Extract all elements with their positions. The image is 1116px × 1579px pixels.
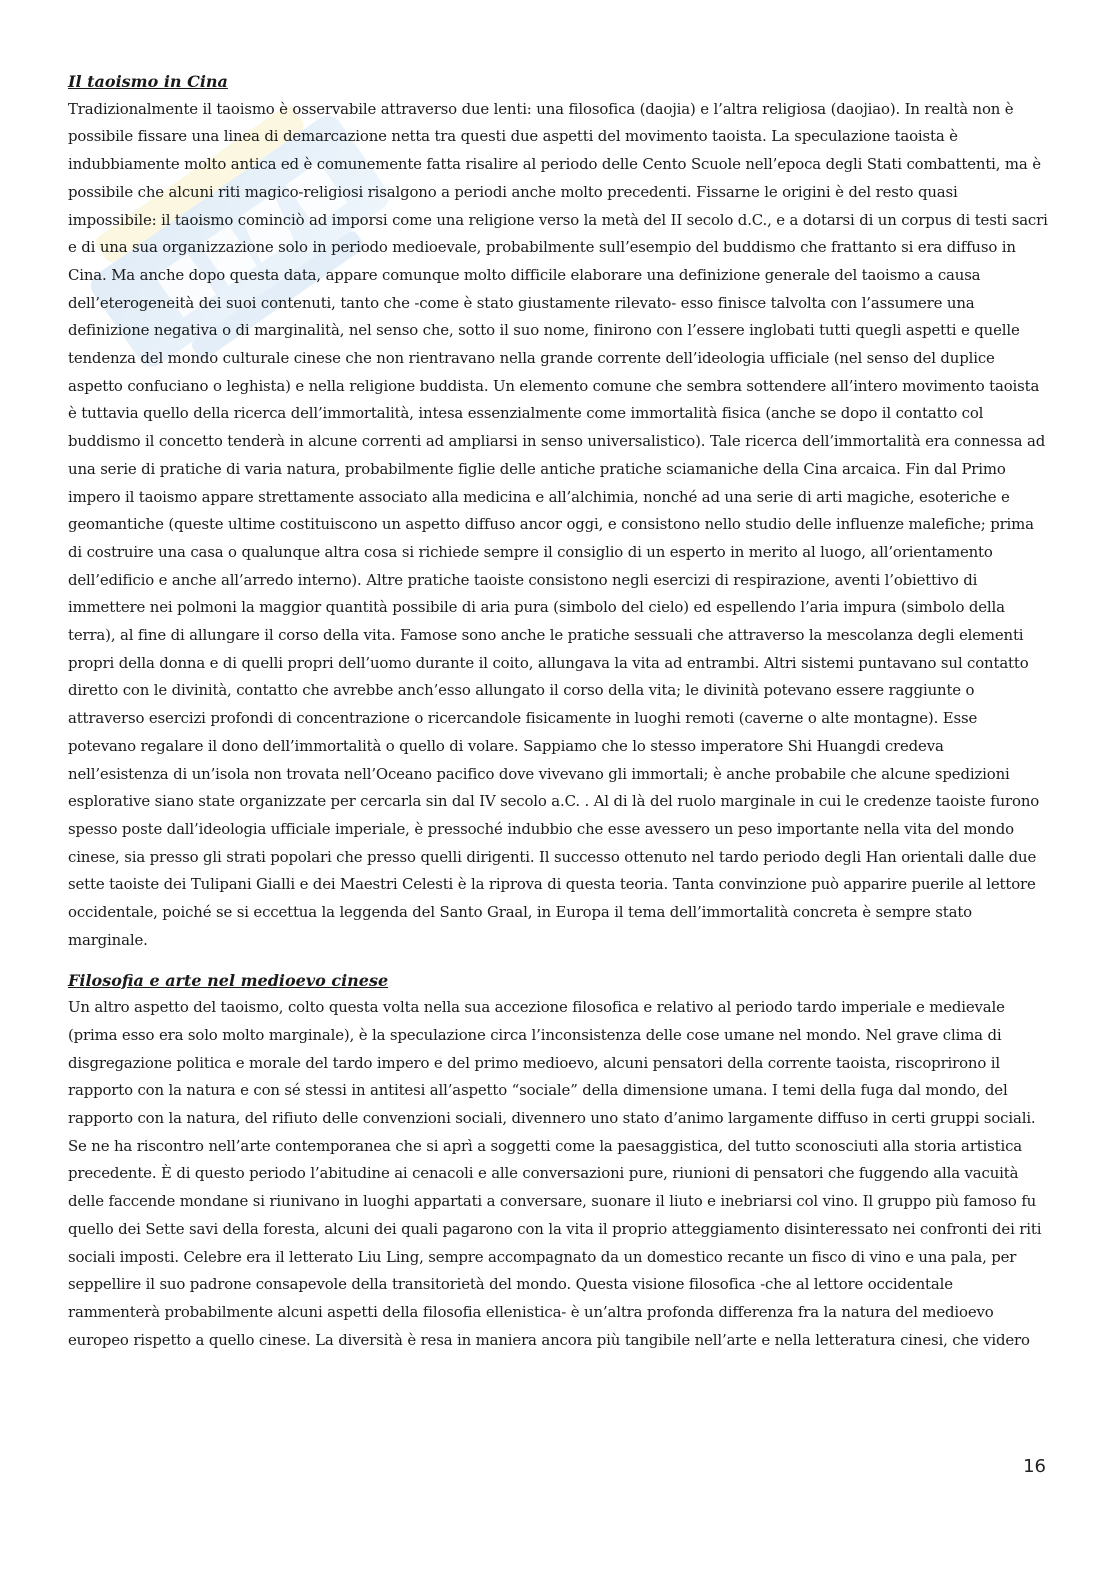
page-content (68, 68, 1048, 1354)
section-heading-filosofia: Filosofia e arte nel medioevo cinese (68, 970, 389, 990)
section-heading-taoismo: Il taoismo in Cina (68, 72, 228, 91)
page-number: 16 (1023, 1456, 1046, 1477)
paragraph-filosofia: Un altro aspetto del taoismo, colto questa volta nella sua accezione filosofica e relativo al periodo tardo imperiale e medievale (prima esso era solo molto marginale), è la speculazione circa l’inconsistenza delle cose umane nel mondo. Nel grave clima di disgregazione politica e morale del tardo impero e del primo medioevo, alcuni pensatori della corrente taoista, riscoprirono il rapporto con la natura e con sé stessi in antitesi all’aspetto “sociale” della dimensione umana. I temi della fuga dal mondo, del rapporto con la natura, del rifiuto delle convenzioni sociali, divennero uno stato d’animo largamente diffuso in certi gruppi sociali. Se ne ha riscontro nell’arte contemporanea che si aprì a soggetti come la paesaggistica, del tutto sconosciuti alla storia artistica precedente. È di questo periodo l’abitudine ai cenacoli e alle conversazioni pure, riunioni di pensatori che fuggendo alla vacuità delle faccende mondane si riunivano in luoghi appartati a conversare, suonare il liuto e inebriarsi col vino. Il gruppo più famoso fu quello dei Sette savi della foresta, alcuni dei quali pagarono con la vita il proprio atteggiamento disinteressato nei confronti dei riti sociali imposti. Celebre era il letterato Liu Ling, sempre accompagnato da un domestico recante un fisco di vino e una pala, per seppellire il suo padrone consapevole della transitorietà del mondo. Questa visione filosofica -che al lettore occidentale rammenterà probabilmente alcuni aspetti della filosofia ellenistica- è un’altra profonda differenza fra la natura del medioevo europeo rispetto a quello cinese. La diversità è resa in maniera ancora più tangibile nell’arte e nella letteratura cinesi, che videro (68, 998, 1042, 1349)
section-spacer (68, 955, 1048, 967)
paragraph-taoismo: Tradizionalmente il taoismo è osservabile attraverso due lenti: una filosofica (daojia) e l’altra religiosa (daojiao). In realtà non è possibile fissare una linea di demarcazione netta tra questi due aspetti del movimento taoista. La speculazione taoista è indubbiamente molto antica ed è comunemente fatta risalire al periodo delle Cento Scuole nell’epoca degli Stati combattenti, ma è possibile che alcuni riti magico-religiosi risalgono a periodi anche molto precedenti. Fissarne le origini è del resto quasi impossibile: il taoismo cominciò ad imporsi come una religione verso la metà del II secolo d.C., e a dotarsi di un corpus di testi sacri e di una sua organizzazione solo in periodo medioevale, probabilmente sull’esempio del buddismo che frattanto si era diffuso in Cina. Ma anche dopo questa data, appare comunque molto difficile elaborare una definizione generale del taoismo a causa dell’eterogeneità dei suoi contenuti, tanto che -come è stato giustamente rilevato- esso finisce talvolta con l’assumere una definizione negativa o di marginalità, nel senso che, sotto il suo nome, finirono con l’essere inglobati tutti quegli aspetti e quelle tendenza del mondo culturale cinese che non rientravano nella grande corrente dell’ideologia ufficiale (nel senso del duplice aspetto confuciano o leghista) e nella religione buddista. Un elemento comune che sembra sottendere all’intero movimento taoista è tuttavia quello della ricerca dell’immortalità, intesa essenzialmente come immortalità fisica (anche se dopo il contatto col buddismo il concetto tenderà in alcune correnti ad ampliarsi in senso universalistico). Tale ricerca dell’immortalità era connessa ad una serie di pratiche di varia natura, probabilmente figlie delle antiche pratiche sciamaniche della Cina arcaica. Fin dal Primo impero il taoismo appare strettamente associato alla medicina e all’alchimia, nonché ad una serie di arti magiche, esoteriche e geomantiche (queste ultime costituiscono un aspetto diffuso ancor oggi, e consistono nello studio delle influenze malefiche; prima di costruire una casa o qualunque altra cosa si richiede sempre il consiglio di un esperto in merito al luogo, all’orientamento dell’edificio e anche all’arredo interno). Altre pratiche taoiste consistono negli esercizi di respirazione, aventi l’obiettivo di immettere nei polmoni la maggior quantità possibile di aria pura (simbolo del cielo) ed espellendo l’aria impura (simbolo della terra), al fine di allungare il corso della vita. Famose sono anche le pratiche sessuali che attraverso la mescolanza degli elementi propri della donna e di quelli propri dell’uomo durante il coito, allungava la vita ad entrambi. Altri sistemi puntavano sul contatto diretto con le divinità, contatto che avrebbe anch’esso allungato il corso della vita; le divinità potevano essere raggiunte o attraverso esercizi profondi di concentrazione o ricercandole fisicamente in luoghi remoti (caverne o alte montagne). Esse potevano regalare il dono dell’immortalità o quello di volare. Sappiamo che lo stesso imperatore Shi Huangdi credeva nell’esistenza di un’isola non trovata nell’Oceano pacifico dove vivevano gli immortali; è anche probabile che alcune spedizioni esplorative siano state organizzate per cercarla sin dal IV secolo a.C. . Al di là del ruolo marginale in cui le credenze taoiste furono spesso poste dall’ideologia ufficiale imperiale, è pressoché indubbio che esse avessero un peso importante nella vita del mondo cinese, sia presso gli strati popolari che presso quelli dirigenti. Il successo ottenuto nel tardo periodo degli Han orientali dalle due sette taoiste dei Tulipani Gialli e dei Maestri Celesti è la riprova di questa teoria. Tanta convinzione può apparire puerile al lettore occidentale, poiché se si eccettua la leggenda del Santo Graal, in Europa il tema dell’immortalità concreta è sempre stato marginale. (68, 99, 1048, 949)
